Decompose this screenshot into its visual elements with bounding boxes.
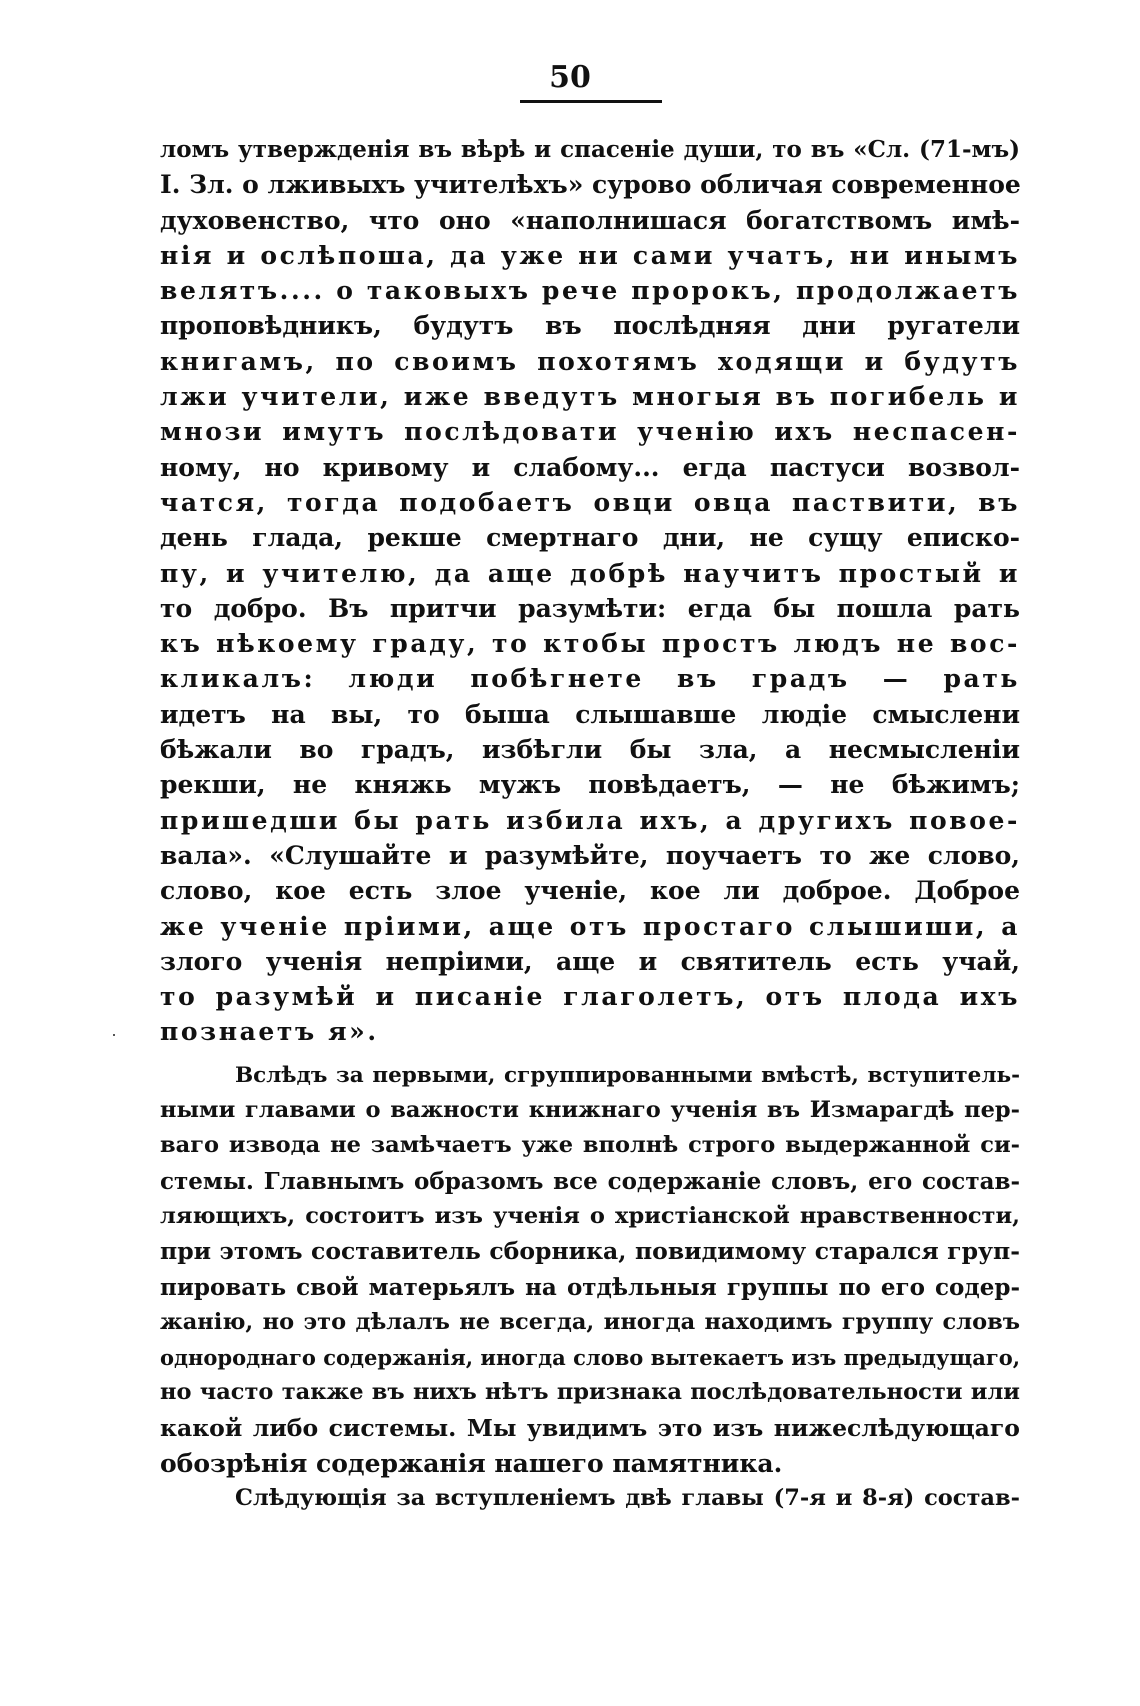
text-line: но часто также въ нихъ нѣтъ признака послѣдовательности или bbox=[160, 1379, 1020, 1406]
text-line: ломъ утвержденія въ вѣрѣ и спасеніе души, то въ «Сл. (71-мъ) bbox=[160, 136, 1020, 163]
text-line: ваго извода не замѣчаетъ уже вполнѣ строго выдержанной си- bbox=[160, 1132, 1020, 1159]
text-line: познаетъ я». bbox=[160, 1017, 379, 1047]
text-line: кликалъ: люди побѣгнете въ градъ — рать bbox=[160, 664, 1020, 694]
text-line: ными главами о важности книжнаго ученія въ Измарагдѣ пер- bbox=[160, 1097, 1020, 1124]
page-number: 50 bbox=[549, 60, 591, 95]
text-line: то разумѣй и писаніе глаголетъ, отъ плода ихъ bbox=[160, 982, 1020, 1012]
text-line: мнози имутъ послѣдовати ученію ихъ неспасен- bbox=[160, 417, 1020, 447]
paragraph-quotation bbox=[160, 132, 1020, 1050]
text-line: пировать свой матерьялъ на отдѣльныя группы по его содер- bbox=[160, 1273, 1020, 1301]
text-line: жанію, но это дѣлалъ не всегда, иногда находимъ группу словъ bbox=[160, 1308, 1020, 1335]
page-body bbox=[160, 132, 1020, 1517]
text-line: слово, кое есть злое ученіе, кое ли доброе. Доброе bbox=[160, 876, 1020, 906]
text-line: І. Зл. о лживыхъ учителѣхъ» сурово обличая современное bbox=[160, 170, 1021, 200]
text-line: къ нѣкоему граду, то ктобы простъ людъ не вос- bbox=[160, 629, 1020, 659]
text-line: чатся, тогда подобаетъ овци овца паствити, въ bbox=[160, 487, 1020, 517]
text-line: же ученіе пріими, аще отъ простаго слышиши, а bbox=[160, 911, 1020, 941]
text-line: вала». «Слушайте и разумѣйте, поучаетъ то же слово, bbox=[160, 840, 1020, 870]
text-line: нія и ослѣпоша, да уже ни сами учатъ, ни инымъ bbox=[160, 240, 1020, 270]
text-line: злого ученія непріими, аще и святитель есть учай, bbox=[160, 946, 1020, 976]
page-number-rule bbox=[520, 100, 662, 103]
text-line: велятъ.... о таковыхъ рече пророкъ, продолжаетъ bbox=[160, 276, 1020, 306]
text-line: книгамъ, по своимъ похотямъ ходящи и будутъ bbox=[160, 346, 1020, 376]
paragraph-continuation bbox=[160, 1481, 1020, 1516]
text-line: день глада, рекше смертнаго дни, не сущу епиcко- bbox=[160, 523, 1020, 553]
text-line: лжи учители, иже введутъ многыя въ погибель и bbox=[160, 382, 1020, 412]
text-line: рекши, не княжь мужъ повѣдаетъ, — не бѣжимъ; bbox=[160, 770, 1020, 800]
paragraph-commentary bbox=[160, 1058, 1020, 1482]
paragraph-gap bbox=[160, 1050, 1020, 1058]
text-line: проповѣдникъ, будутъ въ послѣдняя дни ругатели bbox=[160, 311, 1020, 341]
text-line: идетъ на вы, то быша слышавше людіе смыслени bbox=[160, 699, 1020, 729]
text-line: ляющихъ, состоитъ изъ ученія о христіанской нравственности, bbox=[160, 1202, 1020, 1229]
text-line: какой либо системы. Мы увидимъ это изъ нижеслѣдующаго bbox=[160, 1413, 1020, 1442]
text-line: то добро. Въ притчи разумѣти: егда бы пошла рать bbox=[160, 593, 1020, 623]
text-line: пу, и учителю, да аще добрѣ научитъ простый и bbox=[160, 558, 1020, 588]
text-line: бѣжали во градъ, избѣгли бы зла, а несмысленіи bbox=[160, 735, 1020, 765]
text-line: при этомъ составитель сборника, повидимому старался груп- bbox=[160, 1237, 1020, 1266]
text-line: Вслѣдъ за первыми, сгруппированными вмѣстѣ, вступитель- bbox=[235, 1062, 1020, 1088]
text-line: пришедши бы рать избила ихъ, а другихъ повое- bbox=[160, 805, 1020, 835]
text-line: однороднаго содержанія, иногда слово вытекаетъ изъ предыдущаго, bbox=[160, 1345, 1021, 1371]
text-line: ному, но кривому и слабому... егда пастуси возвол- bbox=[160, 452, 1020, 482]
print-speck bbox=[113, 1034, 115, 1036]
text-line: стемы. Главнымъ образомъ все содержаніе словъ, его состав- bbox=[160, 1167, 1020, 1195]
text-line: духовенство, что оно «наполнишася богатствомъ имѣ- bbox=[160, 205, 1020, 235]
text-line: обозрѣнія содержанія нашего памятника. bbox=[160, 1448, 783, 1478]
text-line: Слѣдующія за вступленіемъ двѣ главы (7-я и 8-я) состав- bbox=[235, 1485, 1020, 1512]
